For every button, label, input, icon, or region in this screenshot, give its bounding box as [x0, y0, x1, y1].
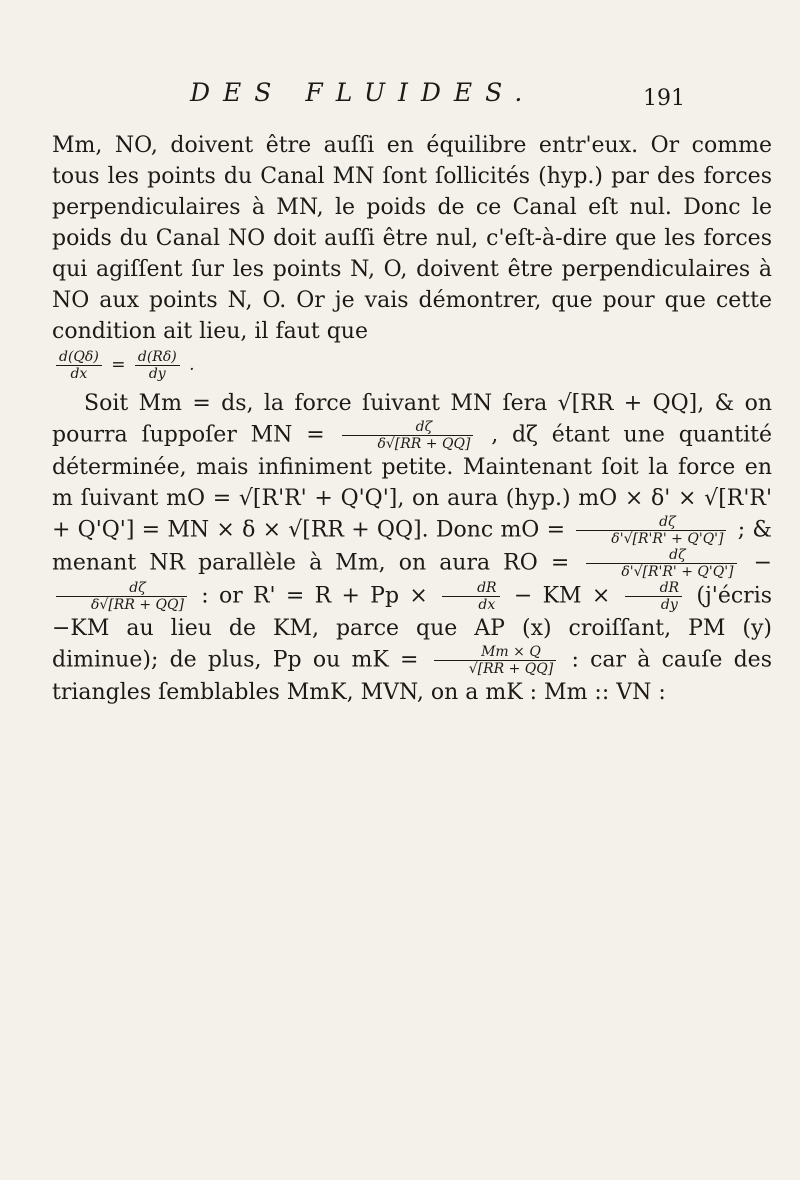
paragraph-1: Mm, NO, doivent être auſſi en équilibre entr'eux. Or comme tous les points du Canal MN ſont ſollicités (hyp.) par des forces perpendiculaires à MN, le poids de ce Canal eſt nul. Donc le poids du Canal NO doit auſſi être nul, c'eſt-à-dire que les forces qui agiſſent ſur les points N, O, doivent être perpendiculaires à NO aux points N, O. Or je vais démontrer, que pour que cette condition ait lieu, il faut que	[52, 133, 772, 344]
numerator: dR	[625, 580, 683, 597]
formula-end: .	[189, 355, 195, 375]
denominator: dy	[148, 366, 166, 382]
numerator: dζ	[56, 580, 187, 597]
numerator: dR	[442, 580, 500, 597]
numerator: Mm × Q	[434, 644, 557, 661]
denominator: √[RR + QQ]	[468, 661, 554, 677]
fraction	[625, 580, 683, 613]
numerator: d(Rδ)	[135, 349, 180, 366]
denominator: δ'√[R'R' + Q'Q']	[611, 531, 724, 547]
text-run: (j'écris −KM au lieu de KM, parce que AP (x) croiſſant, PM (y) diminue); de plus, Pp ou mK =	[52, 583, 773, 673]
page-number: 191	[643, 86, 685, 111]
fraction	[586, 547, 736, 580]
text-run: − KM ×	[513, 583, 611, 609]
running-title: DES FLUIDES.	[190, 78, 536, 107]
page-header	[0, 78, 800, 118]
fraction	[442, 580, 500, 613]
denominator: δ√[RR + QQ]	[91, 597, 184, 613]
equals-sign: =	[111, 355, 126, 375]
text-run: : or R' = R + Pp ×	[201, 583, 428, 609]
denominator: dx	[478, 597, 496, 613]
minus-sign: −	[753, 550, 773, 576]
text-run: , dζ étant une quantité déterminée, mais infiniment petite. Maintenant ſoit la force en m ſuivant mO = √[R'R' + Q'Q'], on aura (hyp.) mO × δ' × √[R'R' + Q'Q'] = MN × δ × √[RR + QQ]. Donc mO =	[52, 422, 772, 543]
fraction	[56, 349, 102, 382]
formula-condition	[52, 349, 772, 382]
fraction	[342, 419, 473, 452]
fraction	[434, 644, 557, 677]
fraction	[135, 349, 180, 382]
denominator: δ√[RR + QQ]	[377, 436, 471, 452]
numerator: d(Qδ)	[56, 349, 102, 366]
paragraph-2	[52, 388, 772, 708]
numerator: dζ	[576, 514, 726, 531]
fraction	[576, 514, 726, 547]
body-text	[52, 130, 772, 708]
denominator: dx	[70, 366, 88, 382]
text-run: : car à cauſe des triangles ſemblables MmK, MVN, on a mK : Mm :: VN :	[52, 647, 772, 705]
denominator: δ'√[R'R' + Q'Q']	[621, 564, 734, 580]
denominator: dy	[660, 597, 678, 613]
numerator: dζ	[342, 419, 473, 436]
text-run: ; & menant NR parallèle à Mm, on aura RO =	[52, 517, 772, 576]
fraction	[56, 580, 187, 613]
text-run: Soit Mm = ds, la force ſuivant MN ſera √[RR + QQ], & on pourra ſuppoſer MN =	[52, 391, 772, 448]
numerator: dζ	[586, 547, 736, 564]
